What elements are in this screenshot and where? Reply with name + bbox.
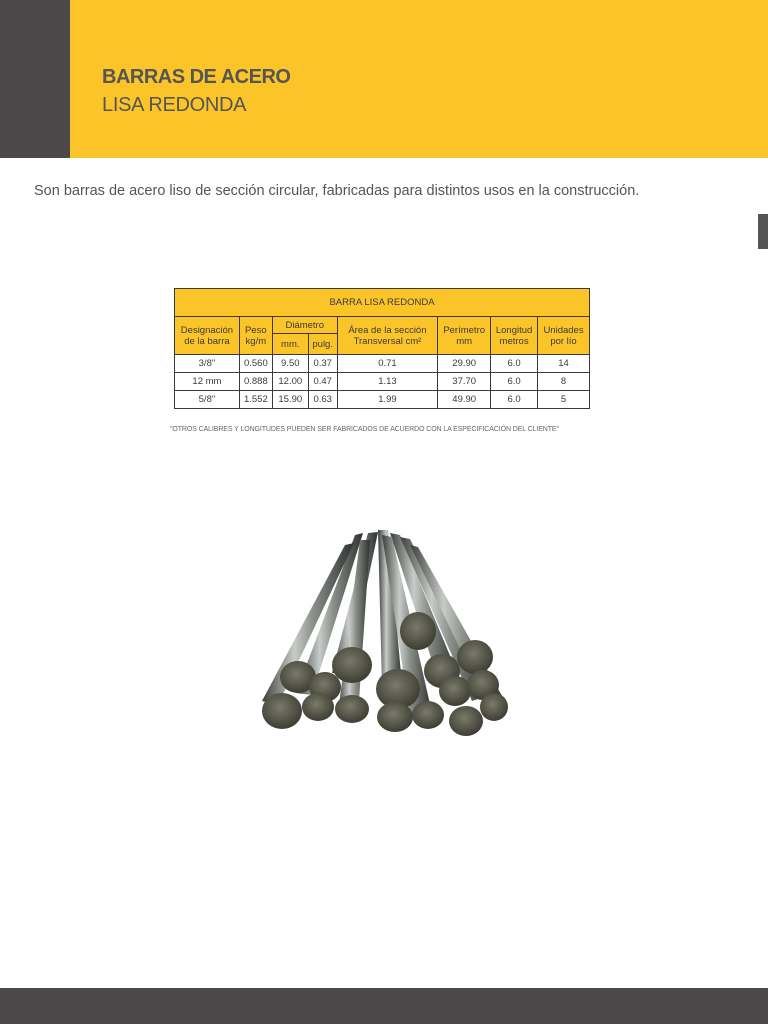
- cell-designacion: 12 mm: [175, 373, 240, 391]
- cell-pulg: 0.37: [308, 355, 337, 373]
- cell-area: 0.71: [337, 355, 438, 373]
- cell-longitud: 6.0: [491, 355, 538, 373]
- cell-perimetro: 37.70: [438, 373, 491, 391]
- cell-unidades: 14: [538, 355, 590, 373]
- side-tab-marker: [758, 214, 768, 249]
- cell-peso: 0.560: [239, 355, 272, 373]
- table-row: [175, 355, 590, 373]
- table-title: BARRA LISA REDONDA: [175, 289, 590, 317]
- cell-designacion: 5/8": [175, 391, 240, 409]
- col-header-peso: Peso kg/m: [239, 317, 272, 355]
- cell-designacion: 3/8": [175, 355, 240, 373]
- specs-table: [174, 288, 590, 409]
- table-row: [175, 373, 590, 391]
- cell-pulg: 0.47: [308, 373, 337, 391]
- cell-perimetro: 49.90: [438, 391, 491, 409]
- cell-mm: 9.50: [272, 355, 308, 373]
- cell-mm: 12.00: [272, 373, 308, 391]
- table-row: [175, 391, 590, 409]
- cell-perimetro: 29.90: [438, 355, 491, 373]
- steel-bars-image: [250, 525, 520, 745]
- header-banner: [0, 0, 768, 158]
- col-header-diametro: Diámetro: [272, 317, 337, 334]
- intro-text: Son barras de acero liso de sección circular, fabricadas para distintos usos en la construcción.: [34, 183, 640, 199]
- page-title-line1: BARRAS DE ACERO: [102, 66, 291, 88]
- cell-longitud: 6.0: [491, 373, 538, 391]
- cell-peso: 1.552: [239, 391, 272, 409]
- steel-bars-illustration: [250, 525, 520, 745]
- col-header-unidades: Unidades por lío: [538, 317, 590, 355]
- col-header-area: Área de la sección Transversal cm²: [337, 317, 438, 355]
- cell-mm: 15.90: [272, 391, 308, 409]
- col-header-longitud: Longitud metros: [491, 317, 538, 355]
- col-header-designacion: Designación de la barra: [175, 317, 240, 355]
- col-header-pulg: pulg.: [308, 334, 337, 355]
- cell-longitud: 6.0: [491, 391, 538, 409]
- cell-area: 1.13: [337, 373, 438, 391]
- cell-unidades: 5: [538, 391, 590, 409]
- specs-table-wrap: [174, 288, 590, 409]
- page-title-line2: LISA REDONDA: [102, 94, 247, 116]
- cell-area: 1.99: [337, 391, 438, 409]
- cell-peso: 0.888: [239, 373, 272, 391]
- footnote: "OTROS CALIBRES Y LONGITUDES PUEDEN SER FABRICADOS DE ACUERDO CON LA ESPECIFICACIÓN DEL CLIENTE": [170, 426, 559, 433]
- cell-pulg: 0.63: [308, 391, 337, 409]
- col-header-perimetro: Perímetro mm: [438, 317, 491, 355]
- col-header-mm: mm.: [272, 334, 308, 355]
- header-dark-strip: [0, 0, 70, 158]
- cell-unidades: 8: [538, 373, 590, 391]
- footer-bar: [0, 988, 768, 1024]
